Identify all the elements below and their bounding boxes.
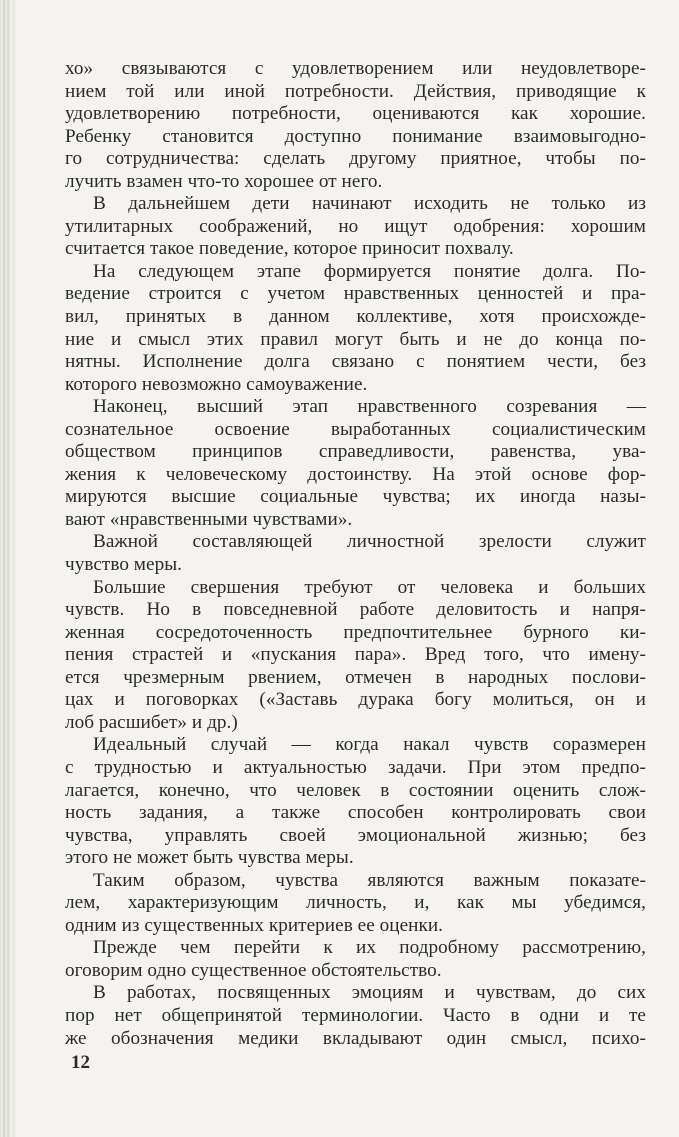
text-line: Ребенку становится доступно понимание взаимовыгодно- [65, 125, 646, 147]
text-line: чувств. Но в повседневной работе деловитость и напря- [65, 599, 646, 621]
paragraph [65, 261, 646, 396]
text-line: пения страстей и «пускания пара». Вред того, что имену- [65, 644, 646, 666]
text-line: Большие свершения требуют от человека и больших [93, 576, 646, 598]
text-line: цах и поговорках («Заставь дурака богу молиться, он и [65, 689, 646, 711]
text-line: вил, принятых в данном коллективе, хотя происхожде- [65, 306, 646, 328]
text-line: Важной составляющей личностной зрелости служит [93, 531, 646, 553]
text-line: Прежде чем перейти к их подробному рассмотрению, [93, 937, 646, 959]
text-line: удовлетворению потребности, оцениваются как хорошие. [65, 103, 646, 125]
text-line: лагается, конечно, что человек в состоянии оценить слож- [65, 779, 646, 801]
text-line: вают «нравственными чувствами». [65, 508, 353, 530]
text-line: считается такое поведение, которое приносит похвалу. [65, 238, 514, 260]
book-binding-edge [0, 0, 16, 1137]
text-line: ность задания, а также способен контролировать свои [65, 802, 646, 824]
text-line: Идеальный случай — когда накал чувств соразмерен [93, 734, 646, 756]
text-line: чувства, управлять своей эмоциональной жизнью; без [65, 824, 646, 846]
text-line: го сотрудничества: сделать другому приятное, чтобы по- [65, 148, 646, 170]
text-line: В работах, посвященных эмоциям и чувствам, до сих [93, 982, 646, 1004]
text-line: В дальнейшем дети начинают исходить не только из [93, 193, 646, 215]
text-line: лучить взамен что-то хорошее от него. [65, 170, 383, 192]
text-line: утилитарных соображений, но ищут одобрения: хорошим [65, 215, 646, 237]
paragraph [65, 531, 646, 576]
text-line: же обозначения медики вкладывают один смысл, психо- [65, 1027, 646, 1049]
paragraph [65, 58, 646, 193]
text-line: ведение строится с учетом нравственных ценностей и пра- [65, 283, 646, 305]
text-line: ется чрезмерным рвением, отмечен в народных послови- [65, 666, 646, 688]
text-line: Таким образом, чувства являются важным показате- [93, 869, 646, 891]
text-line: одним из существенных критериев ее оценки. [65, 914, 444, 936]
paragraph [65, 937, 646, 982]
text-line: с трудностью и актуальностью задачи. При этом предпо- [65, 756, 646, 778]
paragraph [65, 982, 646, 1050]
text-line: мируются высшие социальные чувства; их иногда назы- [65, 486, 646, 508]
text-line: нием той или иной потребности. Действия, приводящие к [65, 80, 646, 102]
text-line: Наконец, высший этап нравственного созревания — [93, 396, 646, 418]
paragraph [65, 577, 646, 735]
paragraph [65, 396, 646, 531]
text-line: лем, характеризующим личность, и, как мы убедимся, [65, 892, 646, 914]
paragraph [65, 870, 646, 938]
text-line: сознательное освоение выработанных социалистическим [65, 418, 646, 440]
text-line: На следующем этапе формируется понятие долга. По- [93, 260, 646, 282]
text-line: жения к человеческому достоинству. На этой основе фор- [65, 463, 646, 485]
paragraph [65, 734, 646, 869]
text-line: обществом принципов справедливости, равенства, ува- [65, 441, 646, 463]
text-line: чувство меры. [65, 554, 183, 576]
text-line: лоб расшибет» и др.) [65, 711, 238, 733]
text-line: хо» связываются с удовлетворением или неудовлетворе- [65, 58, 646, 79]
text-line: ние и смысл этих правил могут быть и не до конца по- [65, 328, 646, 350]
page-body [65, 58, 646, 1050]
page-number: 12 [71, 1052, 90, 1073]
text-line: которого невозможно самоуважение. [65, 373, 368, 395]
paragraph [65, 193, 646, 261]
text-line: этого не может быть чувства меры. [65, 847, 354, 869]
text-line: нятны. Исполнение долга связано с понятием чести, без [65, 351, 646, 373]
text-line: оговорим одно существенное обстоятельство. [65, 959, 442, 981]
text-line: пор нет общепринятой терминологии. Часто в одни и те [65, 1004, 646, 1026]
text-line: женная сосредоточенность предпочтительнее бурного ки- [65, 621, 646, 643]
